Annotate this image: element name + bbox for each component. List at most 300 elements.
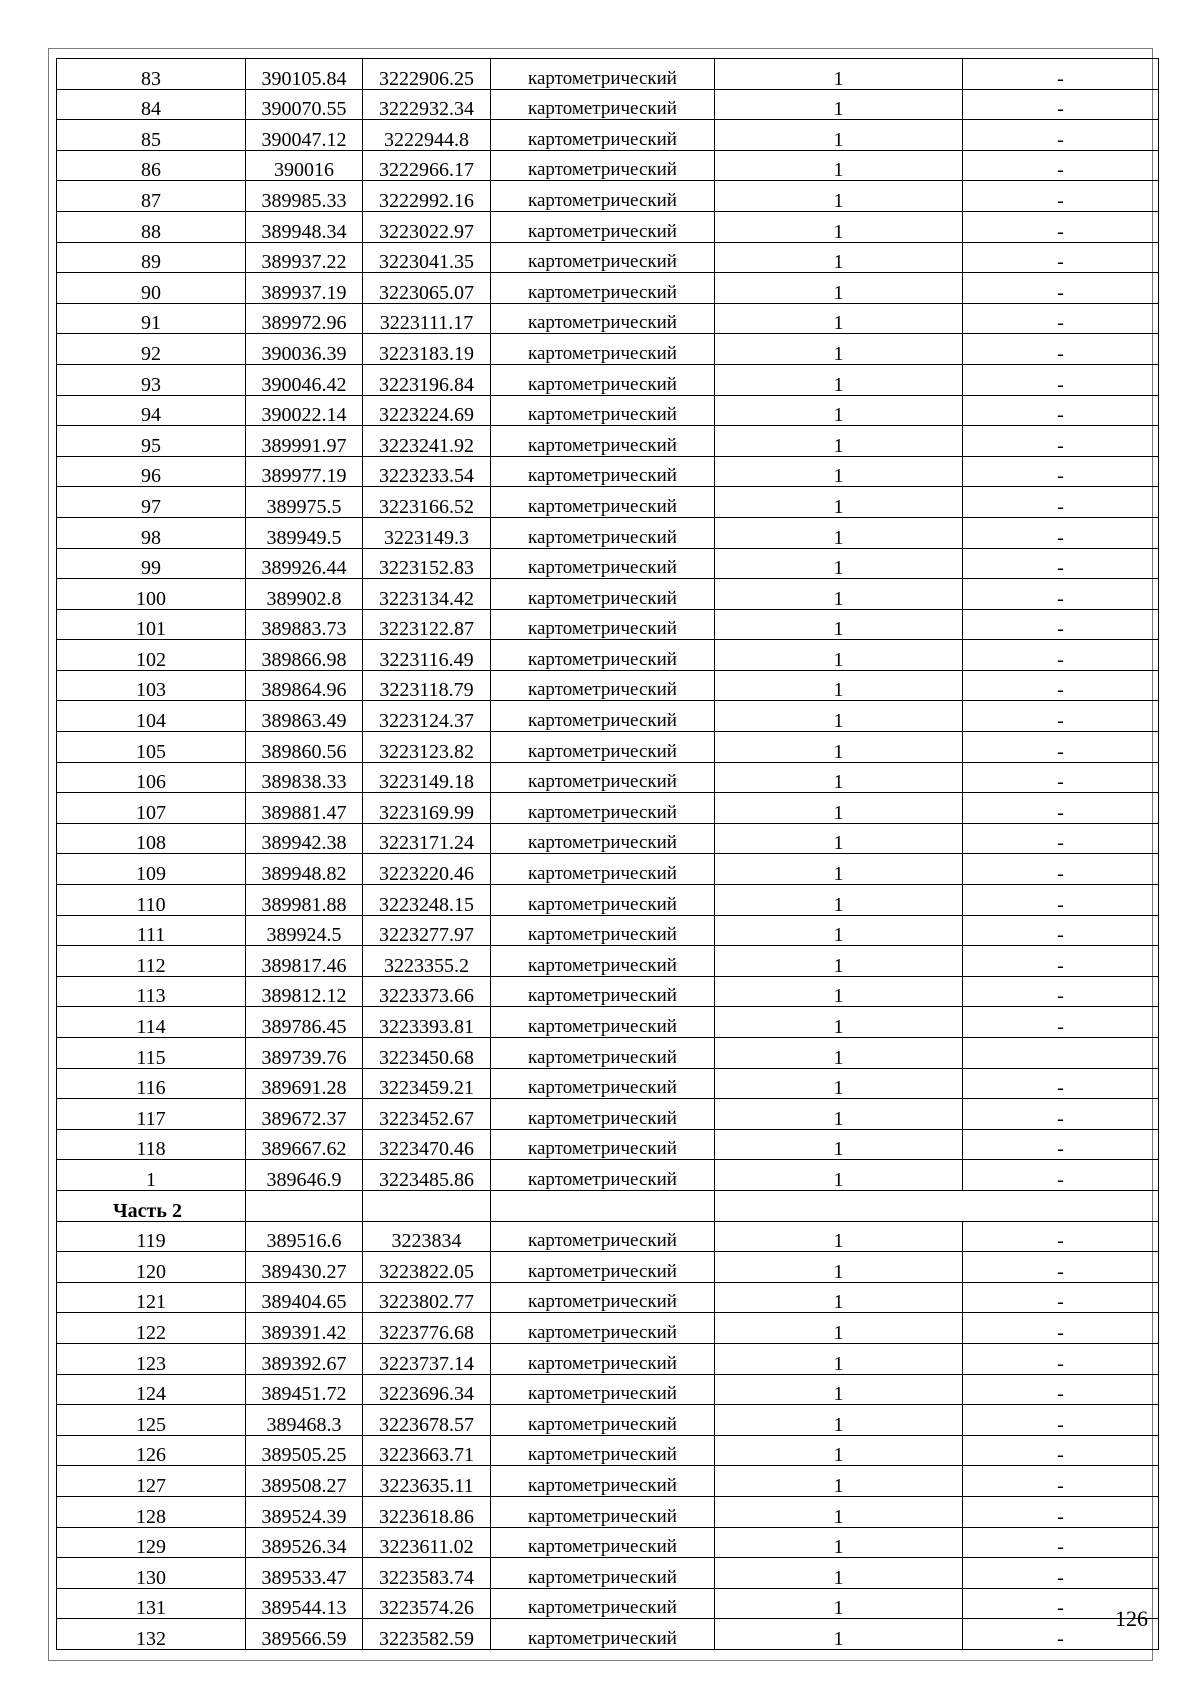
x-coordinate-cell: 389646.9 <box>246 1160 363 1191</box>
x-coordinate-cell: 390047.12 <box>246 120 363 151</box>
point-number-cell: 124 <box>57 1374 246 1405</box>
y-coordinate-cell: 3222992.16 <box>363 181 491 212</box>
point-number-cell: 121 <box>57 1282 246 1313</box>
note-cell: - <box>963 1527 1159 1558</box>
table-row <box>57 1374 1159 1405</box>
note-cell: - <box>963 640 1159 671</box>
x-coordinate-cell: 389975.5 <box>246 487 363 518</box>
note-cell: - <box>963 89 1159 120</box>
point-number-cell: 122 <box>57 1313 246 1344</box>
x-coordinate-cell: 389881.47 <box>246 793 363 824</box>
method-cell: картометрический <box>491 1435 715 1466</box>
accuracy-cell: 1 <box>715 487 963 518</box>
accuracy-cell: 1 <box>715 89 963 120</box>
accuracy-cell: 1 <box>715 1496 963 1527</box>
method-cell: картометрический <box>491 303 715 334</box>
y-coordinate-cell: 3223220.46 <box>363 854 491 885</box>
accuracy-cell: 1 <box>715 1099 963 1130</box>
table-row <box>57 915 1159 946</box>
x-coordinate-cell: 389924.5 <box>246 915 363 946</box>
accuracy-cell: 1 <box>715 120 963 151</box>
accuracy-cell: 1 <box>715 1466 963 1497</box>
accuracy-cell: 1 <box>715 303 963 334</box>
table-row <box>57 364 1159 395</box>
accuracy-cell: 1 <box>715 946 963 977</box>
method-cell: картометрический <box>491 1068 715 1099</box>
x-coordinate-cell: 389838.33 <box>246 762 363 793</box>
note-cell: - <box>963 242 1159 273</box>
table-row <box>57 1588 1159 1619</box>
point-number-cell: 85 <box>57 120 246 151</box>
y-coordinate-cell: 3223065.07 <box>363 273 491 304</box>
x-coordinate-cell: 389948.82 <box>246 854 363 885</box>
coordinates-table <box>56 58 1159 1650</box>
table-row <box>57 1129 1159 1160</box>
y-coordinate-cell: 3223485.86 <box>363 1160 491 1191</box>
point-number-cell: 90 <box>57 273 246 304</box>
table-row <box>57 1221 1159 1252</box>
method-cell: картометрический <box>491 456 715 487</box>
x-coordinate-cell: 389902.8 <box>246 579 363 610</box>
note-cell: - <box>963 548 1159 579</box>
accuracy-cell: 1 <box>715 793 963 824</box>
method-cell: картометрический <box>491 1588 715 1619</box>
note-cell: - <box>963 793 1159 824</box>
accuracy-cell: 1 <box>715 609 963 640</box>
table-row <box>57 273 1159 304</box>
note-cell: - <box>963 976 1159 1007</box>
accuracy-cell: 1 <box>715 242 963 273</box>
method-cell: картометрический <box>491 1282 715 1313</box>
method-cell: картометрический <box>491 487 715 518</box>
method-cell: картометрический <box>491 334 715 365</box>
x-coordinate-cell: 389516.6 <box>246 1221 363 1252</box>
y-coordinate-cell: 3223116.49 <box>363 640 491 671</box>
point-number-cell: 101 <box>57 609 246 640</box>
note-cell: - <box>963 456 1159 487</box>
table-row <box>57 395 1159 426</box>
note-cell: - <box>963 334 1159 365</box>
note-cell: - <box>963 1588 1159 1619</box>
note-cell: - <box>963 915 1159 946</box>
accuracy-cell: 1 <box>715 273 963 304</box>
method-cell: картометрический <box>491 1343 715 1374</box>
method-cell: картометрический <box>491 1129 715 1160</box>
y-coordinate-cell: 3223737.14 <box>363 1343 491 1374</box>
method-cell: картометрический <box>491 426 715 457</box>
table-row <box>57 1038 1159 1069</box>
note-cell: - <box>963 1435 1159 1466</box>
x-coordinate-cell: 389926.44 <box>246 548 363 579</box>
note-cell: - <box>963 181 1159 212</box>
y-coordinate-cell: 3223248.15 <box>363 885 491 916</box>
method-cell: картометрический <box>491 364 715 395</box>
y-coordinate-cell: 3223776.68 <box>363 1313 491 1344</box>
x-coordinate-cell: 389937.22 <box>246 242 363 273</box>
note-cell: - <box>963 120 1159 151</box>
y-coordinate-cell: 3223355.2 <box>363 946 491 977</box>
method-cell: картометрический <box>491 1558 715 1589</box>
x-coordinate-cell: 389672.37 <box>246 1099 363 1130</box>
y-coordinate-cell: 3222966.17 <box>363 150 491 181</box>
point-number-cell: 107 <box>57 793 246 824</box>
note-cell: - <box>963 732 1159 763</box>
accuracy-cell: 1 <box>715 885 963 916</box>
method-cell: картометрический <box>491 273 715 304</box>
table-row <box>57 303 1159 334</box>
point-number-cell: 95 <box>57 426 246 457</box>
x-coordinate-cell: 390016 <box>246 150 363 181</box>
y-coordinate-cell: 3223277.97 <box>363 915 491 946</box>
point-number-cell: 113 <box>57 976 246 1007</box>
table-row <box>57 579 1159 610</box>
method-cell: картометрический <box>491 609 715 640</box>
y-coordinate-cell: 3222944.8 <box>363 120 491 151</box>
table-row <box>57 120 1159 151</box>
note-cell: - <box>963 1343 1159 1374</box>
note-cell: - <box>963 59 1159 90</box>
empty-cell <box>246 1190 363 1221</box>
table-row <box>57 1466 1159 1497</box>
accuracy-cell: 1 <box>715 517 963 548</box>
point-number-cell: 87 <box>57 181 246 212</box>
note-cell: - <box>963 273 1159 304</box>
accuracy-cell: 1 <box>715 732 963 763</box>
note-cell: - <box>963 1466 1159 1497</box>
note-cell: - <box>963 1558 1159 1589</box>
note-cell: - <box>963 1221 1159 1252</box>
point-number-cell: 86 <box>57 150 246 181</box>
table-row <box>57 517 1159 548</box>
x-coordinate-cell: 390036.39 <box>246 334 363 365</box>
y-coordinate-cell: 3223696.34 <box>363 1374 491 1405</box>
x-coordinate-cell: 389866.98 <box>246 640 363 671</box>
point-number-cell: 118 <box>57 1129 246 1160</box>
accuracy-cell: 1 <box>715 1038 963 1069</box>
accuracy-cell: 1 <box>715 1619 963 1650</box>
y-coordinate-cell: 3223149.3 <box>363 517 491 548</box>
accuracy-cell: 1 <box>715 1558 963 1589</box>
point-number-cell: 92 <box>57 334 246 365</box>
method-cell: картометрический <box>491 181 715 212</box>
accuracy-cell: 1 <box>715 181 963 212</box>
accuracy-cell: 1 <box>715 915 963 946</box>
table-row <box>57 242 1159 273</box>
point-number-cell: 117 <box>57 1099 246 1130</box>
table-row <box>57 334 1159 365</box>
x-coordinate-cell: 390105.84 <box>246 59 363 90</box>
table-row <box>57 548 1159 579</box>
note-cell: - <box>963 1374 1159 1405</box>
note-cell: - <box>963 762 1159 793</box>
accuracy-cell: 1 <box>715 762 963 793</box>
method-cell: картометрический <box>491 1619 715 1650</box>
accuracy-cell: 1 <box>715 1221 963 1252</box>
x-coordinate-cell: 389544.13 <box>246 1588 363 1619</box>
table-row <box>57 1496 1159 1527</box>
method-cell: картометрический <box>491 1313 715 1344</box>
y-coordinate-cell: 3223822.05 <box>363 1252 491 1283</box>
point-number-cell: 125 <box>57 1405 246 1436</box>
accuracy-cell: 1 <box>715 1435 963 1466</box>
method-cell: картометрический <box>491 1527 715 1558</box>
table-row <box>57 1527 1159 1558</box>
x-coordinate-cell: 389817.46 <box>246 946 363 977</box>
method-cell: картометрический <box>491 579 715 610</box>
accuracy-cell: 1 <box>715 976 963 1007</box>
table-row <box>57 762 1159 793</box>
y-coordinate-cell: 3223233.54 <box>363 456 491 487</box>
point-number-cell: 132 <box>57 1619 246 1650</box>
note-cell: - <box>963 1619 1159 1650</box>
note-cell: - <box>963 1007 1159 1038</box>
method-cell: картометрический <box>491 670 715 701</box>
table-row <box>57 1007 1159 1038</box>
point-number-cell: 1 <box>57 1160 246 1191</box>
table-row <box>57 640 1159 671</box>
x-coordinate-cell: 389505.25 <box>246 1435 363 1466</box>
x-coordinate-cell: 389786.45 <box>246 1007 363 1038</box>
note-cell: - <box>963 1496 1159 1527</box>
method-cell: картометрический <box>491 976 715 1007</box>
method-cell: картометрический <box>491 701 715 732</box>
y-coordinate-cell: 3222906.25 <box>363 59 491 90</box>
point-number-cell: 120 <box>57 1252 246 1283</box>
point-number-cell: 112 <box>57 946 246 977</box>
y-coordinate-cell: 3223574.26 <box>363 1588 491 1619</box>
note-cell: - <box>963 395 1159 426</box>
y-coordinate-cell: 3223663.71 <box>363 1435 491 1466</box>
accuracy-cell: 1 <box>715 1313 963 1344</box>
point-number-cell: 93 <box>57 364 246 395</box>
point-number-cell: 89 <box>57 242 246 273</box>
empty-cell <box>715 1190 1159 1221</box>
x-coordinate-cell: 389508.27 <box>246 1466 363 1497</box>
table-row <box>57 487 1159 518</box>
x-coordinate-cell: 389937.19 <box>246 273 363 304</box>
x-coordinate-cell: 390046.42 <box>246 364 363 395</box>
method-cell: картометрический <box>491 242 715 273</box>
note-cell: - <box>963 211 1159 242</box>
note-cell: - <box>963 885 1159 916</box>
table-row <box>57 946 1159 977</box>
x-coordinate-cell: 389739.76 <box>246 1038 363 1069</box>
table-row <box>57 854 1159 885</box>
accuracy-cell: 1 <box>715 1405 963 1436</box>
table-row <box>57 609 1159 640</box>
note-cell: - <box>963 854 1159 885</box>
note-cell: - <box>963 1160 1159 1191</box>
y-coordinate-cell: 3223171.24 <box>363 823 491 854</box>
x-coordinate-cell: 390022.14 <box>246 395 363 426</box>
x-coordinate-cell: 389985.33 <box>246 181 363 212</box>
page-number: 126 <box>1115 1606 1148 1631</box>
accuracy-cell: 1 <box>715 579 963 610</box>
table-row <box>57 793 1159 824</box>
y-coordinate-cell: 3223635.11 <box>363 1466 491 1497</box>
empty-cell <box>491 1190 715 1221</box>
x-coordinate-cell: 389972.96 <box>246 303 363 334</box>
note-cell: - <box>963 701 1159 732</box>
note-cell: - <box>963 946 1159 977</box>
accuracy-cell: 1 <box>715 1374 963 1405</box>
point-number-cell: 84 <box>57 89 246 120</box>
method-cell: картометрический <box>491 885 715 916</box>
y-coordinate-cell: 3223022.97 <box>363 211 491 242</box>
accuracy-cell: 1 <box>715 426 963 457</box>
point-number-cell: 83 <box>57 59 246 90</box>
method-cell: картометрический <box>491 946 715 977</box>
point-number-cell: 111 <box>57 915 246 946</box>
method-cell: картометрический <box>491 59 715 90</box>
accuracy-cell: 1 <box>715 1252 963 1283</box>
note-cell: - <box>963 1099 1159 1130</box>
note-cell <box>963 1038 1159 1069</box>
accuracy-cell: 1 <box>715 670 963 701</box>
table-row <box>57 1405 1159 1436</box>
method-cell: картометрический <box>491 640 715 671</box>
method-cell: картометрический <box>491 517 715 548</box>
accuracy-cell: 1 <box>715 1068 963 1099</box>
point-number-cell: 106 <box>57 762 246 793</box>
table-row <box>57 59 1159 90</box>
note-cell: - <box>963 823 1159 854</box>
method-cell: картометрический <box>491 89 715 120</box>
table-row <box>57 1099 1159 1130</box>
note-cell: - <box>963 487 1159 518</box>
point-number-cell: 88 <box>57 211 246 242</box>
method-cell: картометрический <box>491 732 715 763</box>
method-cell: картометрический <box>491 1221 715 1252</box>
method-cell: картометрический <box>491 793 715 824</box>
point-number-cell: 129 <box>57 1527 246 1558</box>
x-coordinate-cell: 389942.38 <box>246 823 363 854</box>
method-cell: картометрический <box>491 395 715 426</box>
point-number-cell: 102 <box>57 640 246 671</box>
table-row <box>57 1558 1159 1589</box>
x-coordinate-cell: 389864.96 <box>246 670 363 701</box>
x-coordinate-cell: 390070.55 <box>246 89 363 120</box>
table-row <box>57 150 1159 181</box>
accuracy-cell: 1 <box>715 334 963 365</box>
method-cell: картометрический <box>491 854 715 885</box>
y-coordinate-cell: 3223123.82 <box>363 732 491 763</box>
table-row <box>57 1282 1159 1313</box>
method-cell: картометрический <box>491 1405 715 1436</box>
x-coordinate-cell: 389991.97 <box>246 426 363 457</box>
section-label: Часть 2 <box>57 1190 246 1221</box>
x-coordinate-cell: 389812.12 <box>246 976 363 1007</box>
accuracy-cell: 1 <box>715 364 963 395</box>
point-number-cell: 100 <box>57 579 246 610</box>
x-coordinate-cell: 389863.49 <box>246 701 363 732</box>
y-coordinate-cell: 3223678.57 <box>363 1405 491 1436</box>
x-coordinate-cell: 389566.59 <box>246 1619 363 1650</box>
note-cell: - <box>963 426 1159 457</box>
table-row <box>57 823 1159 854</box>
empty-cell <box>363 1190 491 1221</box>
method-cell: картометрический <box>491 120 715 151</box>
method-cell: картометрический <box>491 762 715 793</box>
accuracy-cell: 1 <box>715 1007 963 1038</box>
note-cell: - <box>963 579 1159 610</box>
method-cell: картометрический <box>491 1038 715 1069</box>
coordinates-table-body <box>57 59 1159 1650</box>
x-coordinate-cell: 389949.5 <box>246 517 363 548</box>
x-coordinate-cell: 389948.34 <box>246 211 363 242</box>
y-coordinate-cell: 3223393.81 <box>363 1007 491 1038</box>
method-cell: картометрический <box>491 1374 715 1405</box>
note-cell: - <box>963 303 1159 334</box>
y-coordinate-cell: 3223169.99 <box>363 793 491 824</box>
point-number-cell: 99 <box>57 548 246 579</box>
x-coordinate-cell: 389391.42 <box>246 1313 363 1344</box>
y-coordinate-cell: 3223452.67 <box>363 1099 491 1130</box>
method-cell: картометрический <box>491 1099 715 1130</box>
method-cell: картометрический <box>491 548 715 579</box>
y-coordinate-cell: 3223183.19 <box>363 334 491 365</box>
table-row <box>57 456 1159 487</box>
x-coordinate-cell: 389691.28 <box>246 1068 363 1099</box>
method-cell: картометрический <box>491 823 715 854</box>
table-row <box>57 1343 1159 1374</box>
point-number-cell: 108 <box>57 823 246 854</box>
y-coordinate-cell: 3223152.83 <box>363 548 491 579</box>
point-number-cell: 105 <box>57 732 246 763</box>
x-coordinate-cell: 389977.19 <box>246 456 363 487</box>
accuracy-cell: 1 <box>715 1282 963 1313</box>
note-cell: - <box>963 609 1159 640</box>
note-cell: - <box>963 150 1159 181</box>
note-cell: - <box>963 517 1159 548</box>
table-row <box>57 1619 1159 1650</box>
y-coordinate-cell: 3223582.59 <box>363 1619 491 1650</box>
accuracy-cell: 1 <box>715 1160 963 1191</box>
table-row <box>57 181 1159 212</box>
x-coordinate-cell: 389533.47 <box>246 1558 363 1589</box>
y-coordinate-cell: 3223450.68 <box>363 1038 491 1069</box>
y-coordinate-cell: 3223149.18 <box>363 762 491 793</box>
x-coordinate-cell: 389524.39 <box>246 1496 363 1527</box>
point-number-cell: 109 <box>57 854 246 885</box>
x-coordinate-cell: 389667.62 <box>246 1129 363 1160</box>
point-number-cell: 97 <box>57 487 246 518</box>
note-cell: - <box>963 1282 1159 1313</box>
x-coordinate-cell: 389981.88 <box>246 885 363 916</box>
y-coordinate-cell: 3223166.52 <box>363 487 491 518</box>
accuracy-cell: 1 <box>715 59 963 90</box>
y-coordinate-cell: 3223611.02 <box>363 1527 491 1558</box>
note-cell: - <box>963 1068 1159 1099</box>
table-row <box>57 1252 1159 1283</box>
accuracy-cell: 1 <box>715 823 963 854</box>
table-row <box>57 426 1159 457</box>
point-number-cell: 130 <box>57 1558 246 1589</box>
table-row <box>57 89 1159 120</box>
accuracy-cell: 1 <box>715 1343 963 1374</box>
accuracy-cell: 1 <box>715 456 963 487</box>
accuracy-cell: 1 <box>715 548 963 579</box>
y-coordinate-cell: 3223224.69 <box>363 395 491 426</box>
accuracy-cell: 1 <box>715 1129 963 1160</box>
point-number-cell: 127 <box>57 1466 246 1497</box>
method-cell: картометрический <box>491 915 715 946</box>
point-number-cell: 116 <box>57 1068 246 1099</box>
table-row <box>57 732 1159 763</box>
table-row <box>57 1435 1159 1466</box>
table-row <box>57 211 1159 242</box>
table-row <box>57 701 1159 732</box>
